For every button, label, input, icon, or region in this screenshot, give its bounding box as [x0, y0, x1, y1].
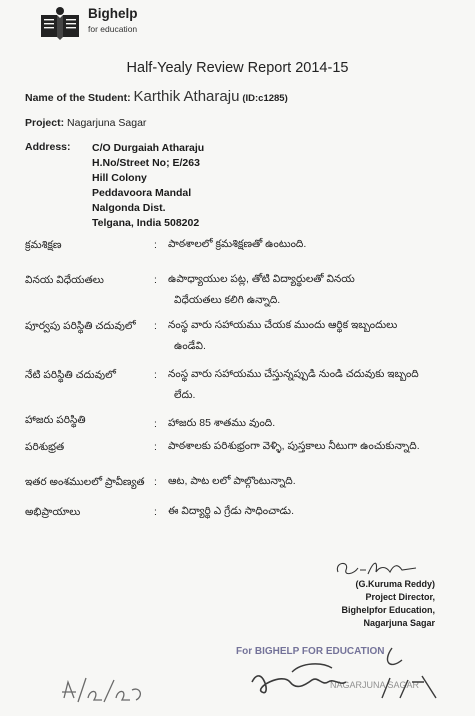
signatory-name: (G.Kuruma Reddy) — [355, 579, 435, 589]
stamp-subtext: NAGARJUNA SAGAR — [330, 680, 420, 690]
stamp-signature — [232, 642, 452, 704]
field-value-line: హాజరు 85 శాతము వుంది. — [168, 417, 276, 429]
field-colon: : — [154, 274, 157, 286]
field-value-past-condition — [168, 315, 397, 357]
brand-name: Bighelp — [88, 6, 138, 21]
field-title-past-condition: పూర్వపు పరిస్థితి చదువులో — [25, 320, 136, 332]
signatory-role: Project Director, — [365, 592, 435, 602]
director-signature — [320, 558, 430, 580]
field-value-cleanliness — [168, 436, 420, 457]
field-value-line: పాఠశాలకు పరిశుభ్రంగా వెళ్ళి, పుస్తకాలు నీటుగా ఉంచుకున్నాది. — [168, 440, 420, 452]
student-id: (ID:c1285) — [242, 93, 288, 104]
field-value-line: ఉండేవి. — [174, 340, 206, 352]
signatory-org: Bighelpfor Education, — [341, 605, 435, 615]
field-value-line: ఈ విద్యార్థి ఎ గ్రేడు సాధించాడు. — [168, 505, 294, 517]
field-colon: : — [154, 320, 157, 332]
signatory-place: Nagarjuna Sagar — [363, 618, 435, 628]
address-line: Telgana, India 508202 — [92, 217, 200, 229]
address-line: Hill Colony — [92, 172, 147, 184]
field-value-present-condition — [168, 364, 419, 406]
field-value-attendance — [168, 413, 275, 434]
field-value-line: ఉపాధ్యాయుల పట్ల, తోటి విద్యార్థులతో వినయ — [168, 273, 355, 285]
field-title-attendance: హాజరు పరిస్థితి — [25, 414, 86, 426]
address-line: H.No/Street No; E/263 — [92, 157, 200, 169]
field-title-other-skills: ఇతర అంశములలో ప్రావీణ్యత — [25, 476, 145, 488]
bighelp-logo — [40, 4, 200, 40]
field-value-line: విధేయతలు కలిగి ఉన్నాది. — [174, 294, 281, 306]
field-value-line: పాఠశాలలో క్రమశిక్షణతో ఉంటుంది. — [168, 238, 307, 250]
handwritten-date — [58, 668, 148, 708]
field-colon: : — [154, 239, 157, 251]
field-title-present-condition: నేటి పరిస్థితి చదువులో — [25, 369, 116, 381]
student-name-label: Name of the Student: — [25, 92, 131, 104]
student-name-value: Karthik Atharaju — [133, 88, 240, 105]
field-value-discipline — [168, 234, 306, 255]
stamp-text: For BIGHELP FOR EDUCATION — [236, 646, 385, 657]
open-book-person-icon — [40, 6, 80, 40]
address-lines — [92, 141, 204, 231]
address-line: C/O Durgaiah Atharaju — [92, 142, 205, 154]
field-value-line: లేదు. — [174, 389, 196, 401]
field-colon: : — [154, 369, 157, 381]
address-line: Nalgonda Dist. — [92, 202, 166, 214]
field-value-line: నంస్థ వారు సహాయము చేయక ముందు ఆర్థిక ఇబ్బందులు — [168, 319, 398, 331]
field-value-other-skills — [168, 471, 296, 492]
field-colon: : — [154, 476, 157, 488]
field-value-humility — [168, 269, 355, 311]
field-colon: : — [154, 506, 157, 518]
field-value-line: నంస్థ వారు సహాయము చేస్తున్నప్పుడి నుండి చదువుకు ఇబ్బంది — [168, 368, 419, 380]
field-value-opinions — [168, 501, 294, 522]
signatory-block — [300, 578, 435, 630]
project-field — [25, 117, 146, 129]
report-title: Half-Yealy Review Report 2014-15 — [126, 60, 349, 76]
field-title-humility: వినయ విధేయతలు — [25, 274, 104, 286]
field-value-line: ఆట, పాట లలో పాల్గొంటున్నాది. — [168, 475, 296, 487]
field-title-cleanliness: పరిశుభ్రత — [25, 441, 65, 453]
project-label: Project: — [25, 117, 65, 129]
address-label: Address: — [25, 141, 71, 153]
field-title-discipline: క్రమశిక్షణ — [25, 239, 62, 251]
project-value: Nagarjuna Sagar — [67, 117, 147, 129]
brand-tagline: for education — [88, 24, 138, 34]
field-colon: : — [154, 418, 157, 430]
address-line: Peddavoora Mandal — [92, 187, 192, 199]
student-name-field — [25, 88, 288, 105]
field-colon: : — [154, 441, 157, 453]
field-title-opinions: అభిప్రాయాలు — [25, 506, 81, 518]
